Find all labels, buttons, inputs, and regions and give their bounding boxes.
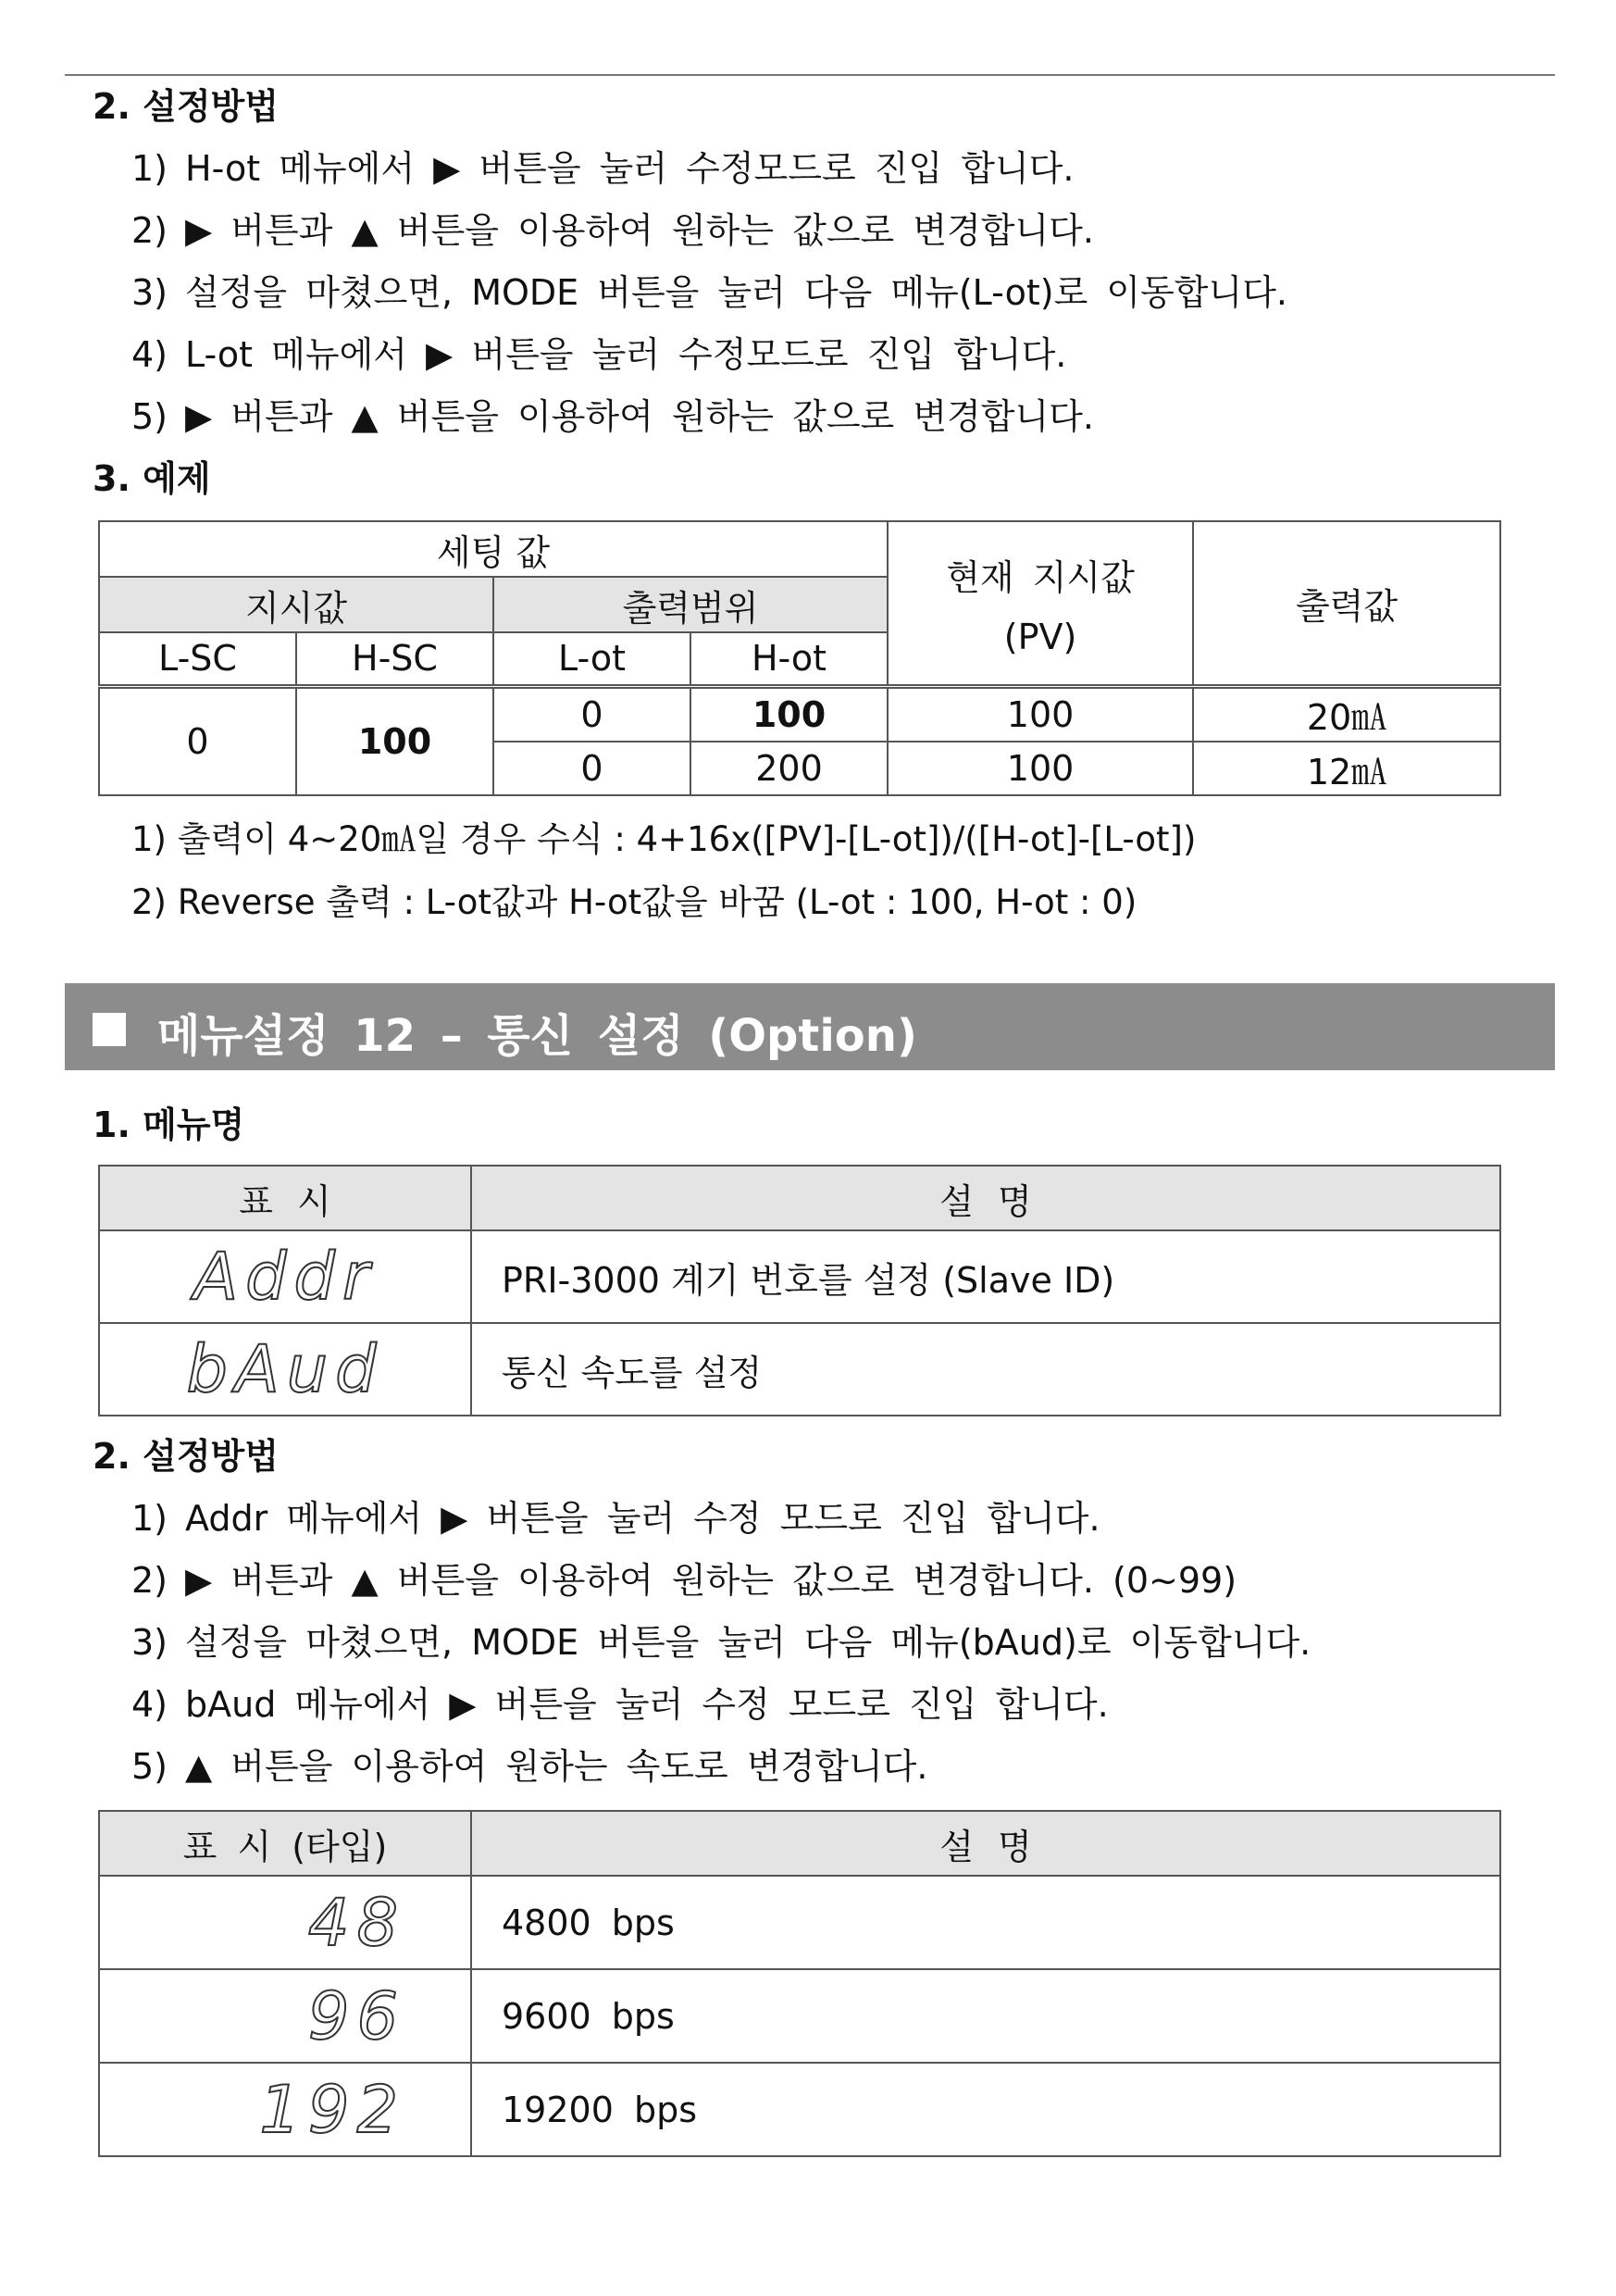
step-item (131, 1619, 1311, 1681)
table-cell: 12㎃ (1193, 742, 1500, 795)
step-text: ▶ 버튼과 ▲ 버튼을 이용하여 원하는 값으로 변경합니다. (185, 396, 1094, 437)
section-bar (65, 983, 1555, 1070)
step-text: Addr 메뉴에서 ▶ 버튼을 눌러 수정 모드로 진입 합니다. (185, 1498, 1100, 1539)
table-cell: 0 (493, 742, 690, 795)
step-item (131, 331, 1287, 393)
col-hot: H-ot (690, 632, 888, 686)
segment-display (99, 2063, 471, 2156)
segment-display-text: Addr (193, 1239, 377, 1315)
lsc-value: 0 (99, 686, 296, 795)
step-number: 4) (131, 334, 168, 375)
step-number: 1) (131, 1498, 168, 1539)
header-desc: 설 명 (471, 1811, 1500, 1876)
section-a-heading: 2. 설정방법 (93, 86, 279, 127)
step-number: 5) (131, 396, 168, 437)
header-display: 표 시 (99, 1166, 471, 1230)
step-number: 1) (131, 148, 168, 189)
segment-display-text: 96 (307, 1978, 405, 2054)
step-item (131, 393, 1287, 455)
header-desc: 설 명 (471, 1166, 1500, 1230)
segment-display-text: 192 (259, 2071, 405, 2148)
col-hsc: H-SC (296, 632, 493, 686)
segment-display-text: 48 (307, 1884, 405, 1961)
table-cell: 20㎃ (1193, 686, 1500, 742)
table-cell: 0 (493, 686, 690, 742)
segment-display (99, 1969, 471, 2063)
header-display: 표 시 (타입) (99, 1811, 471, 1876)
step-number: 5) (131, 1746, 168, 1787)
section-a-steps (131, 145, 1287, 455)
menu-name-heading: 1. 메뉴명 (93, 1104, 245, 1145)
step-number: 2) (131, 1560, 168, 1601)
baud-table (98, 1810, 1501, 2157)
hsc-value: 100 (296, 686, 493, 795)
menu-desc: 통신 속도를 설정 (471, 1323, 1500, 1416)
step-text: ▶ 버튼과 ▲ 버튼을 이용하여 원하는 값으로 변경합니다. (0~99) (185, 1560, 1237, 1601)
baud-desc: 9600 bps (471, 1969, 1500, 2063)
step-item (131, 1743, 1311, 1805)
section-title: 메뉴설정 12 – 통신 설정 (Option) (157, 1010, 917, 1062)
square-bullet-icon (93, 1013, 126, 1046)
step-text: H-ot 메뉴에서 ▶ 버튼을 눌러 수정모드로 진입 합니다. (185, 148, 1075, 189)
segment-display (99, 1876, 471, 1969)
step-text: bAud 메뉴에서 ▶ 버튼을 눌러 수정 모드로 진입 합니다. (185, 1684, 1109, 1725)
table-cell: 100 (888, 742, 1193, 795)
baud-desc: 4800 bps (471, 1876, 1500, 1969)
example-note: 1) 출력이 4~20㎃일 경우 수식 : 4+16x([PV]-[L-ot])/([H-ot]-[L-ot]) (131, 819, 1197, 859)
example-note: 2) Reverse 출력 : L-ot값과 H-ot값을 바꿈 (L-ot : 100, H-ot : 0) (131, 882, 1137, 922)
table-cell: 100 (888, 686, 1193, 742)
example-table (98, 520, 1501, 796)
output-value-header: 출력값 (1193, 521, 1500, 686)
col-lot: L-ot (493, 632, 690, 686)
step-text: 설정을 마쳤으면, MODE 버튼을 눌러 다음 메뉴(bAud)로 이동합니다. (185, 1622, 1311, 1663)
current-pv-header (888, 521, 1193, 686)
baud-desc: 19200 bps (471, 2063, 1500, 2156)
step-number: 3) (131, 1622, 168, 1663)
table-cell: 200 (690, 742, 888, 795)
output-range-header: 출력범위 (493, 577, 888, 632)
section-b-steps (131, 1495, 1311, 1805)
step-item (131, 207, 1287, 269)
step-text: ▶ 버튼과 ▲ 버튼을 이용하여 원하는 값으로 변경합니다. (185, 210, 1094, 251)
step-item (131, 269, 1287, 331)
step-number: 3) (131, 272, 168, 313)
current-pv-label: 현재 지시값 (946, 556, 1135, 598)
table-cell: 100 (690, 686, 888, 742)
step-text: ▲ 버튼을 이용하여 원하는 속도로 변경합니다. (185, 1746, 928, 1787)
step-text: L-ot 메뉴에서 ▶ 버튼을 눌러 수정모드로 진입 합니다. (185, 334, 1067, 375)
menu-name-table (98, 1165, 1501, 1416)
pv-label: (PV) (1003, 616, 1077, 657)
example-heading: 3. 예제 (93, 458, 211, 499)
segment-display (99, 1323, 471, 1416)
step-number: 4) (131, 1684, 168, 1725)
step-text: 설정을 마쳤으면, MODE 버튼을 눌러 다음 메뉴(L-ot)로 이동합니다. (185, 272, 1287, 313)
section-b-heading: 2. 설정방법 (93, 1436, 279, 1477)
menu-desc: PRI-3000 계기 번호를 설정 (Slave ID) (471, 1230, 1500, 1323)
setting-value-header: 세팅 값 (99, 521, 888, 577)
step-item (131, 1557, 1311, 1619)
top-rule (65, 74, 1555, 76)
col-lsc: L-SC (99, 632, 296, 686)
step-item (131, 1681, 1311, 1743)
step-item (131, 1495, 1311, 1557)
step-number: 2) (131, 210, 168, 251)
indicated-header: 지시값 (99, 577, 493, 632)
step-item (131, 145, 1287, 207)
segment-display (99, 1230, 471, 1323)
segment-display-text: bAud (186, 1331, 384, 1407)
